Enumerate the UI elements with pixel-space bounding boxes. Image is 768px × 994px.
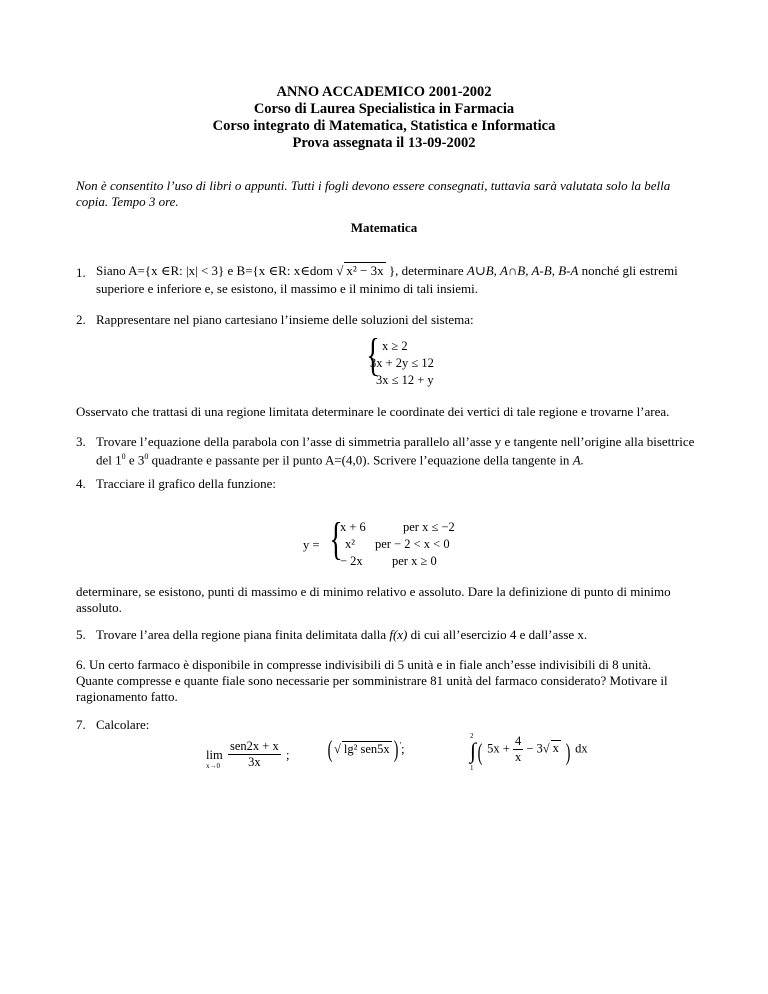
header-line-1: ANNO ACCADEMICO 2001-2002 [276, 84, 492, 100]
integral-sign: ∫ [470, 738, 477, 763]
integral-body [476, 734, 588, 765]
ex5-text [96, 627, 696, 643]
ex3-line-2 [96, 449, 706, 468]
ex1-pre: Siano A={x ∈R: |x| < 3} e B={x ∈R: x∈dom [96, 263, 337, 278]
ex1-post: }, determinare [385, 263, 467, 278]
ex2-after: Osservato che trattasi di una regione limitata determinare le coordinate dei vertici di tale regione e trovarne l’area. [76, 404, 670, 419]
right-paren: ) [393, 737, 399, 763]
sep-2: ; [401, 741, 405, 756]
sqrt-symbol: √ [542, 741, 550, 756]
ex2-text: Rappresentare nel piano cartesiano l’insieme delle soluzioni del sistema: [96, 312, 474, 327]
ex1-ops: A∪B, A∩B, A-B, B-A [466, 263, 579, 278]
ex7-text: Calcolare: [96, 717, 150, 732]
ex5-fx: f(x) [389, 627, 408, 642]
sqrt-symbol: √ [334, 741, 341, 756]
lim-label: lim [206, 748, 223, 762]
int-lower: 1 [470, 764, 474, 772]
int-right-paren: ) [565, 739, 571, 766]
ex6-line-2: Quante compresse e quante fiale sono necessarie per somministrare 81 unità del farmaco considerato? Motivare il [76, 673, 668, 688]
system-brace: { [366, 329, 380, 380]
ex3-number: 3. [76, 434, 86, 449]
int-frac-den: x [514, 750, 522, 764]
left-paren: ( [327, 737, 333, 763]
int-b: − 3 [526, 741, 543, 756]
deriv-sqrt: lg² sen5x [343, 741, 390, 756]
int-frac-num: 4 [514, 734, 522, 748]
ex5-pre: Trovare l’area della regione piana finita delimitata dalla [96, 627, 390, 642]
int-fraction [513, 734, 523, 765]
header-line-3: Corso integrato di Matematica, Statistica e Informatica [212, 118, 556, 134]
ex3-c: quadrante e passante per il punto A=(4,0). Scrivere l’equazione della tangente in [148, 452, 573, 468]
ex4-y: y = [303, 538, 320, 552]
ex4-number: 4. [76, 476, 86, 491]
ex4-case-2-cond: per − 2 < x < 0 [375, 537, 450, 551]
ex1-line-1 [96, 262, 716, 279]
ex4-after-1: determinare, se esistono, punti di massimo e di minimo relativo e assoluto. Dare la definizione di punto di minimo [76, 584, 671, 599]
ex3-line-1: Trovare l’equazione della parabola con l’asse di simmetria parallelo all’asse y e tangente nell’origine alla bisettrice [96, 434, 695, 449]
ex3-sup-2: 0 [144, 452, 149, 461]
ex2-sys-2: 3x + 2y ≤ 12 [370, 356, 434, 370]
function-brace: { [329, 513, 343, 564]
sqrt-symbol: √ [336, 263, 344, 278]
int-upper: 2 [470, 732, 474, 740]
ex6-line-1: 6. Un certo farmaco è disponibile in compresse indivisibili di 5 unità e in fiale anch’esse indivisibili di 8 unità. [76, 657, 652, 672]
sep-1: ; [286, 748, 290, 762]
lim-numerator: sen2x + x [230, 739, 279, 753]
ex1-line-2: superiore e inferiore e, se esistono, il massimo e il minimo di tali insiemi. [96, 281, 478, 296]
ex3-b: e 3 [125, 452, 145, 468]
ex2-number: 2. [76, 312, 86, 327]
int-a: 5x + [487, 741, 510, 756]
ex4-after-2: assoluto. [76, 600, 122, 615]
intro-line-2: copia. Tempo 3 ore. [76, 194, 179, 209]
ex1-number: 1. [76, 265, 86, 280]
ex6-line-3: ragionamento fatto. [76, 689, 178, 704]
ex4-case-1: x + 6 [340, 520, 366, 534]
ex1-sqrt: x² − 3x [346, 263, 384, 278]
ex5-post: di cui all’esercizio 4 e dall’asse x. [407, 627, 588, 642]
ex4-text: Tracciare il grafico della funzione: [96, 476, 276, 491]
intro-line-1: Non è consentito l’uso di libri o appunti. Tutti i fogli devono essere consegnati, tuttavia sarà valutata solo la bella [76, 178, 671, 193]
deriv-prime: ' [399, 740, 402, 750]
ex2-sys-1: x ≥ 2 [382, 339, 408, 353]
int-left-paren: ( [477, 739, 483, 766]
ex3-a: del 1 [96, 452, 122, 468]
int-sqrt: x [552, 741, 559, 756]
ex7-number: 7. [76, 717, 86, 732]
header-line-2: Corso di Laurea Specialistica in Farmacia [253, 101, 515, 117]
header-line-4: Prova assegnata il 13-09-2002 [292, 135, 476, 151]
ex1-tail: nonché gli estremi [578, 263, 678, 278]
limit-fraction [228, 739, 281, 770]
ex4-case-3-cond: per x ≥ 0 [392, 554, 437, 568]
ex5-number: 5. [76, 627, 86, 642]
ex3-sup-1: 0 [121, 452, 126, 461]
lim-denominator: 3x [248, 755, 261, 769]
ex2-sys-3: 3x ≤ 12 + y [376, 373, 434, 387]
ex4-case-2: x² [345, 537, 355, 551]
ex4-case-3: − 2x [340, 554, 363, 568]
lim-subscript: x→0 [206, 762, 220, 770]
ex3-d: A. [572, 452, 584, 468]
derivative-expression [326, 738, 405, 762]
int-dx: dx [575, 741, 588, 756]
section-title: Matematica [350, 220, 418, 235]
ex4-case-1-cond: per x ≤ −2 [403, 520, 455, 534]
